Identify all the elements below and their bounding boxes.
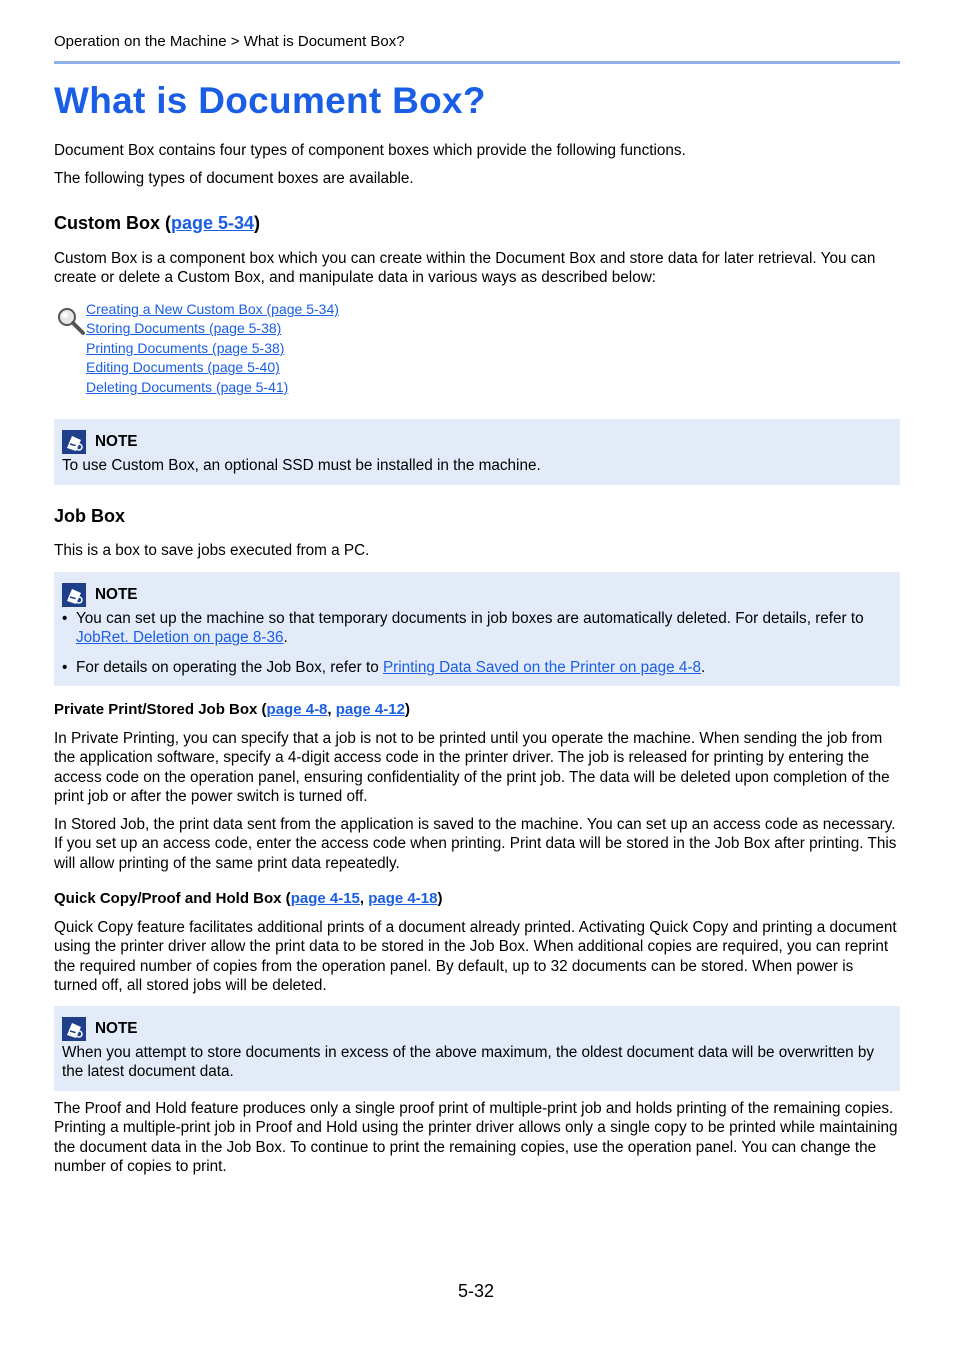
- private-print-heading: Private Print/Stored Job Box (page 4-8, page 4-12): [54, 701, 410, 718]
- quick-copy-paragraph: Quick Copy feature facilitates additional prints of a document already printed. Activating Quick Copy and printing a document using the printer driver allow the print data to be stored in the Job Box. When additional copies are required, you can reprint the required number of copies from the operation panel. By default, up to 32 documents can be stored. When power is turned off, all stored jobs will be deleted.: [54, 919, 897, 995]
- note-icon: [62, 430, 86, 454]
- link-deleting-documents[interactable]: Deleting Documents (page 5-41): [86, 378, 289, 395]
- note-label: NOTE: [95, 433, 138, 450]
- job-box-description: This is a box to save jobs executed from a PC.: [54, 542, 370, 559]
- intro-paragraph-1: Document Box contains four types of component boxes which provide the following functions.: [54, 142, 686, 159]
- custom-box-heading: Custom Box (page 5-34): [54, 213, 261, 233]
- custom-box-page-link[interactable]: page 5-34: [171, 213, 255, 233]
- breadcrumb: Operation on the Machine > What is Document Box?: [54, 33, 405, 50]
- link-printing-documents[interactable]: Printing Documents (page 5-38): [86, 339, 285, 356]
- note-box-job-box: [54, 572, 900, 686]
- stored-job-paragraph: In Stored Job, the print data sent from the application is saved to the machine. You can set up an access code as necessary. If you set up an access code, enter the access code when printing. Print data will be stored in the Job Box after printing. This will allow printing of the same print data repeatedly.: [54, 816, 897, 872]
- magnifier-icon: [56, 306, 86, 336]
- note-icon: [62, 1017, 86, 1041]
- note-text: To use Custom Box, an optional SSD must be installed in the machine.: [62, 457, 541, 474]
- note-label: NOTE: [95, 586, 138, 603]
- custom-box-reference-links: [54, 300, 339, 397]
- job-box-heading: Job Box: [54, 506, 126, 526]
- intro-paragraph-2: The following types of document boxes are available.: [54, 170, 414, 187]
- link-printing-data-saved[interactable]: Printing Data Saved on the Printer on page 4-8: [382, 658, 702, 676]
- note-bullet-operating-job-box: • For details on operating the Job Box, refer to Printing Data Saved on the Printer on page 4-8.: [62, 658, 892, 677]
- link-jobret-deletion[interactable]: JobRet. Deletion on page 8-36: [76, 629, 284, 647]
- private-print-paragraph: In Private Printing, you can specify that a job is not to be printed until you operate the machine. When sending the job from the application software, specify a 4-digit access code in the printer driver. The job is released for printing by entering the access code on the operation panel, ensuring confidentiality of the print job. The data will be deleted upon completion of the print job or after the power switch is turned off.: [54, 730, 890, 806]
- private-print-link-page-4-8[interactable]: page 4-8: [266, 701, 328, 718]
- custom-box-description: Custom Box is a component box which you can create within the Document Box and store data for later retrieval. You can create or delete a Custom Box, and manipulate data in various ways as described below:: [54, 250, 876, 287]
- page-number: 5-32: [458, 1281, 495, 1301]
- note-label: NOTE: [95, 1020, 138, 1037]
- note-box-quick-copy: [54, 1006, 900, 1091]
- quick-copy-link-page-4-18[interactable]: page 4-18: [368, 890, 438, 907]
- quick-copy-link-page-4-15[interactable]: page 4-15: [290, 890, 360, 907]
- link-storing-documents[interactable]: Storing Documents (page 5-38): [86, 320, 282, 337]
- header-rule: [54, 61, 900, 64]
- note-box-custom-box: [54, 419, 900, 485]
- private-print-link-page-4-12[interactable]: page 4-12: [335, 701, 405, 718]
- quick-copy-heading: Quick Copy/Proof and Hold Box (page 4-15, page 4-18): [54, 890, 443, 907]
- proof-and-hold-paragraph: The Proof and Hold feature produces only a single proof print of multiple-print job and holds printing of the remaining copies. Printing a multiple-print job in Proof and Hold using the printer driver allows only a single copy to be printed while maintaining the document data in the Job Box. To continue to print the remaining copies, use the operation panel. You can change the number of copies to print.: [54, 1100, 898, 1176]
- link-editing-documents[interactable]: Editing Documents (page 5-40): [86, 359, 280, 376]
- page-title: What is Document Box?: [54, 80, 486, 121]
- note-icon: [62, 583, 86, 607]
- link-creating-new-custom-box[interactable]: Creating a New Custom Box (page 5-34): [86, 301, 339, 317]
- note-text: When you attempt to store documents in excess of the above maximum, the oldest document data will be overwritten by the latest document data.: [62, 1044, 874, 1081]
- note-bullet-auto-delete: • You can set up the machine so that temporary documents in job boxes are automatically deleted. For details, refer to JobRet. Deletion on page 8-36.: [62, 609, 892, 648]
